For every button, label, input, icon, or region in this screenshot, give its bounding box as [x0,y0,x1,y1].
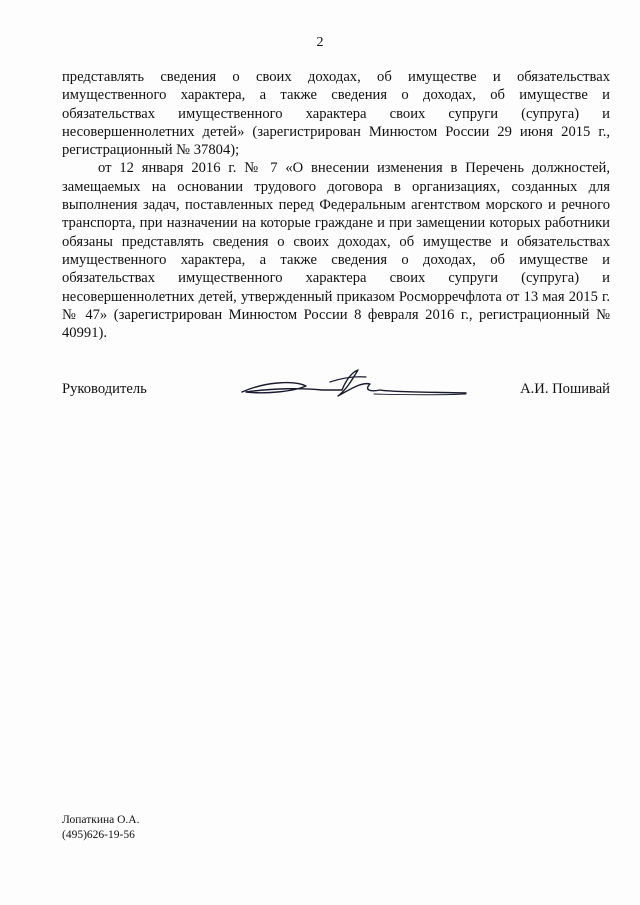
handwritten-signature [234,366,504,406]
executor-info [62,813,140,843]
executor-phone: (495)626-19-56 [62,829,135,841]
page-number: 2 [316,35,324,50]
paragraph-continuation: представлять сведения о своих доходах, об имуществе и обязательствах имущественного характера, а также сведения о доходах, об имуществе и обязательствах имущественного характера своих супруги (супруга) и несовершеннолетних детей» (зарегистрирован Минюстом России 29 июня 2015 г., регистрационный № 37804); [62,69,610,159]
paragraph-order-2016: от 12 января 2016 г. № 7 «О внесении изменения в Перечень должностей, замещаемых на основании трудового договора в организациях, созданных для выполнения задач, поставленных перед Федеральным агентством морского и речного транспорта, при назначении на которые граждане и при замещении которых работники обязаны представлять сведения о своих доходах, об имуществе и обязательствах имущественного характера, а также сведения о доходах, об имуществе и обязательствах имущественного характера своих супруги (супруга) и несовершеннолетних детей, утвержденный приказом Росморречфлота от 13 мая 2015 г. № 47» (зарегистрирован Минюстом России 8 февраля 2016 г., регистрационный № 40991). [62,160,610,342]
signatory-title: Руководитель [62,381,147,397]
document-body [62,68,610,342]
executor-name: Лопаткина О.А. [62,814,140,826]
signatory-name: А.И. Пошивай [520,381,610,397]
signature-block [62,378,610,402]
